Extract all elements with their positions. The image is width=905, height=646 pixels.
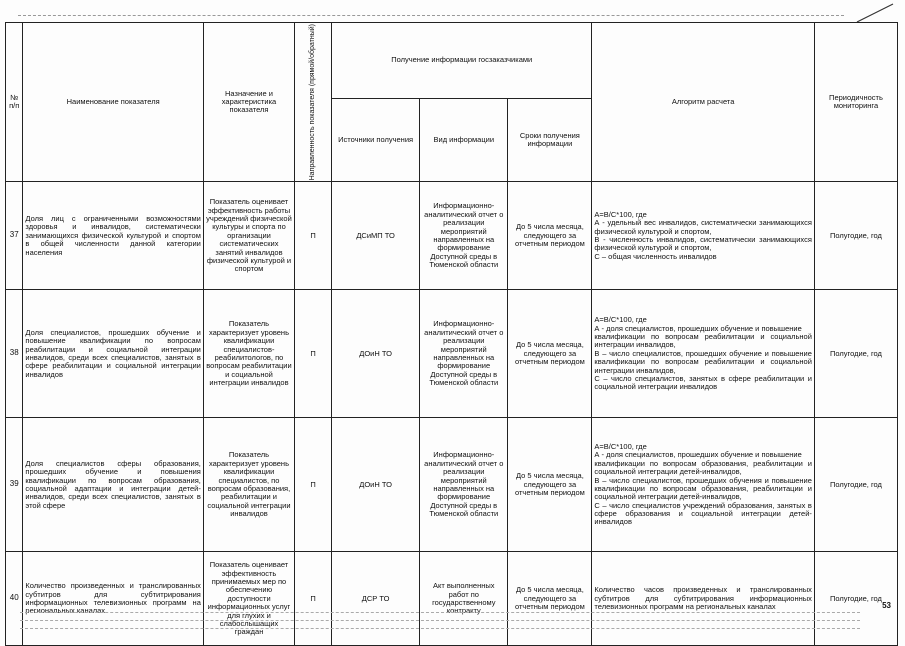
indicator-purpose: Показатель оценивает эффективность работы учреждений физической культуры и спорта по организации систематических занятий инвалидов физической культурой и спортом — [203, 182, 294, 290]
header-direction-text: Направленность показателя (прямой/обратный) — [309, 24, 317, 181]
info-type: Акт выполненных работ по государственному контракту — [420, 552, 508, 646]
monitoring-periodicity: Полугодие, год — [814, 552, 897, 646]
header-info-type: Вид информации — [420, 98, 508, 182]
algorithm-line: А=В/С*100, где — [594, 209, 647, 219]
row-number: 38 — [6, 290, 23, 418]
header-algorithm: Алгоритм расчета — [592, 23, 814, 182]
info-deadline: До 5 числа месяца, следующего за отчетным периодом — [508, 552, 592, 646]
scan-noise-line — [20, 612, 860, 613]
algorithm-line: А - удельный вес инвалидов, систематически занимающихся физической культурой и спортом, — [594, 218, 812, 236]
indicator-name: Доля лиц с ограниченными возможностями здоровья и инвалидов, систематически занимающихся физической культурой и спортом в общей численности данной категории населения — [23, 182, 203, 290]
scan-noise-line — [20, 628, 860, 629]
indicators-table — [5, 22, 898, 646]
info-deadline: До 5 числа месяца, следующего за отчетным периодом — [508, 182, 592, 290]
indicator-purpose: Показатель оценивает эффективность принимаемых мер по обеспечению доступности информационных услуг для глухих и слабослышащих граждан — [203, 552, 294, 646]
table-row — [6, 418, 898, 552]
header-name: Наименование показателя — [23, 23, 203, 182]
algorithm-line: С – общая численность инвалидов — [594, 251, 717, 261]
algorithm-line: А=В/С*100, где — [594, 315, 647, 325]
header-deadline: Сроки получения информации — [508, 98, 592, 182]
header-num: № п/п — [6, 23, 23, 182]
table-row — [6, 290, 898, 418]
scan-top-rule — [18, 15, 844, 16]
table-row — [6, 552, 898, 646]
monitoring-periodicity: Полугодие, год — [814, 290, 897, 418]
algorithm-line: А - доля специалистов, прошедших обучение и повышение — [594, 323, 802, 333]
header-sources: Источники получения — [332, 98, 420, 182]
calc-algorithm — [592, 290, 814, 418]
info-source: ДСР ТО — [332, 552, 420, 646]
algorithm-line: А - доля специалистов, прошедших обучение и повышение — [594, 450, 802, 460]
algorithm-line: С – число специалистов учреждений образования, занятых в сфере образования и социальной интеграции детей-инвалидов — [594, 500, 812, 527]
monitoring-periodicity: Полугодие, год — [814, 418, 897, 552]
info-source: ДСиМП ТО — [332, 182, 420, 290]
indicator-name: Количество произведенных и транслированных субтитров для субтитрирования информационных телевизионных программ на региональных каналах — [23, 552, 203, 646]
algorithm-line: А=В/С*100, где — [594, 441, 647, 451]
algorithm-line: В – число специалистов, прошедших обучение и повышение квалификации по вопросам реабилитации и социальной интеграции инвалидов, — [594, 348, 812, 375]
indicator-direction: П — [295, 290, 332, 418]
monitoring-periodicity: Полугодие, год — [814, 182, 897, 290]
calc-algorithm — [592, 418, 814, 552]
indicator-name: Доля специалистов сферы образования, прошедших обучение и повышения квалификации по вопросам образования, социальной адаптации и интеграции детей-инвалидов, среди всех специалистов, занятых в этой сфере — [23, 418, 203, 552]
row-number: 37 — [6, 182, 23, 290]
page-number: 53 — [882, 601, 891, 610]
algorithm-line: В – число специалистов, прошедших обучения и повышение квалификации по вопросам образования, реабилитации и социальной интеграции детей-инвалидов, — [594, 475, 812, 502]
header-direction — [295, 23, 332, 182]
header-info-group: Получение информации госзаказчиками — [332, 23, 592, 99]
header-periodicity: Периодичность мониторинга — [814, 23, 897, 182]
indicator-direction: П — [295, 182, 332, 290]
algorithm-line: квалификации по вопросам образования, реабилитации и социальной интеграции детей-инвалидов, — [594, 458, 812, 477]
indicator-name: Доля специалистов, прошедших обучение и повышение квалификации по вопросам реабилитации и социальной интеграции инвалидов, среди всех специалистов, занятых в сфере реабилитации и социальной интеграции инвалидов — [23, 290, 203, 418]
pen-stroke-mark — [855, 2, 895, 24]
info-type: Информационно-аналитический отчет о реализации мероприятий направленных на формирование Доступной среды в Тюменской области — [420, 418, 508, 552]
algorithm-line: В - численность инвалидов, систематически занимающихся физической культурой и спортом, — [594, 234, 812, 253]
indicator-direction: П — [295, 552, 332, 646]
algorithm-line: Количество часов произведенных и транслированных субтитров для субтитрирования информационных телевизионных программ на региональных каналах — [594, 585, 812, 612]
table-row — [6, 182, 898, 290]
info-source: ДОиН ТО — [332, 418, 420, 552]
algorithm-line: С – число специалистов, занятых в сфере реабилитации и социальной интеграции инвалидов — [594, 373, 812, 392]
header-purpose: Назначение и характеристика показателя — [203, 23, 294, 182]
indicator-purpose: Показатель характеризует уровень квалификации специалистов-реабилитологов, по вопросам реабилитации и социальной интеграции инвалидов — [203, 290, 294, 418]
indicator-direction: П — [295, 418, 332, 552]
indicator-purpose: Показатель характеризует уровень квалификации специалистов, по вопросам образования, реабилитации и социальной интеграции инвалидов — [203, 418, 294, 552]
info-type: Информационно-аналитический отчет о реализации мероприятий направленных на формирование Доступной среды в Тюменской области — [420, 290, 508, 418]
info-deadline: До 5 числа месяца, следующего за отчетным периодом — [508, 290, 592, 418]
algorithm-line: квалификации по вопросам реабилитации и социальной интеграции инвалидов, — [594, 331, 812, 350]
row-number: 40 — [6, 552, 23, 646]
row-number: 39 — [6, 418, 23, 552]
info-type: Информационно-аналитический отчет о реализации мероприятий направленных на формирование Доступной среды в Тюменской области — [420, 182, 508, 290]
scan-noise-line — [20, 620, 860, 621]
calc-algorithm — [592, 182, 814, 290]
info-deadline: До 5 числа месяца, следующего за отчетным периодом — [508, 418, 592, 552]
calc-algorithm — [592, 552, 814, 646]
info-source: ДОиН ТО — [332, 290, 420, 418]
